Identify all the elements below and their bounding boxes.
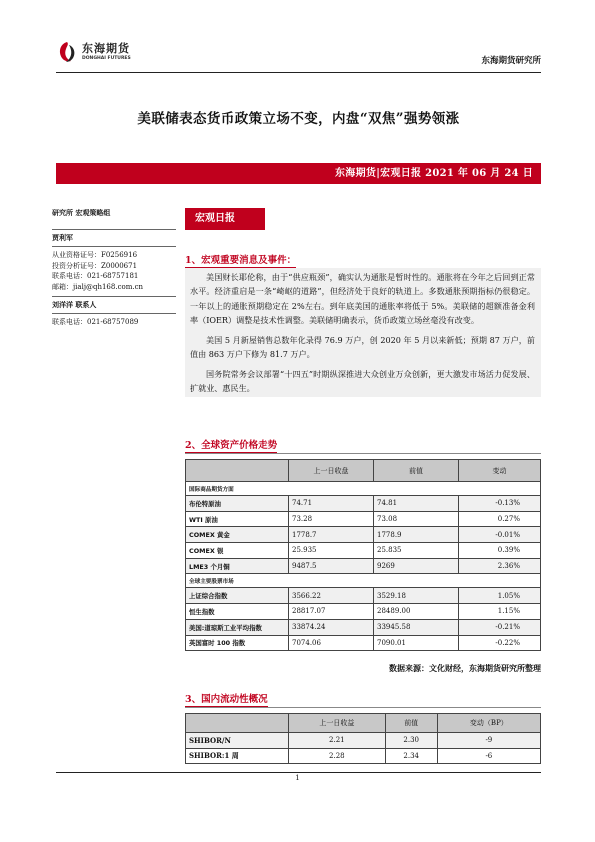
close-value: 33874.24 — [289, 619, 374, 635]
table-header-row — [186, 460, 541, 482]
prev-value: 1778.9 — [374, 527, 459, 543]
analyst-phone: 联系电话：021-68757181 — [52, 272, 139, 281]
analyst-cert-line: 从业资格证号：F0256916 — [52, 251, 138, 260]
sidebar-divider — [52, 313, 176, 314]
header-divider — [56, 72, 541, 73]
table-row — [186, 733, 541, 749]
change-value: -6 — [437, 748, 540, 764]
asset-name: 上证综合指数 — [186, 588, 289, 604]
change-value: -0.22% — [459, 635, 541, 651]
table-row — [186, 496, 541, 512]
close-value: 73.28 — [289, 511, 374, 527]
prev-value: 9269 — [374, 558, 459, 574]
analyst-email[interactable]: 邮箱：jialj@qh168.com.cn — [52, 282, 143, 291]
asset-name: COMEX 银 — [186, 543, 289, 559]
rate-name: SHIBOR:1 周 — [186, 748, 289, 764]
close-value: 9487.5 — [289, 558, 374, 574]
table-row — [186, 543, 541, 559]
news-paragraph: 国务院常务会议部署“十四五”时期纵深推进大众创业万众创新，更大激发市场活力促发展、扩就业、惠民生。 — [190, 368, 535, 394]
prev-value: 7090.01 — [374, 635, 459, 651]
close-value: 3566.22 — [289, 588, 374, 604]
change-value: -0.01% — [459, 527, 541, 543]
data-source-note: 数据来源：文化财经，东海期货研究所整理 — [389, 663, 541, 673]
change-value: -0.13% — [459, 496, 541, 512]
header-institute: 东海期货研究所 — [481, 56, 541, 66]
table-row — [186, 527, 541, 543]
change-value: 0.27% — [459, 511, 541, 527]
prev-value: 2.34 — [385, 748, 437, 764]
analyst-cert-line: 投资分析证号：Z0000671 — [52, 261, 138, 270]
asset-price-table — [185, 459, 541, 651]
prev-value: 2.30 — [385, 733, 437, 749]
asset-name: 英国富时 100 指数 — [186, 635, 289, 651]
table-header-row — [186, 714, 541, 733]
close-value: 2.21 — [289, 733, 386, 749]
table-row — [186, 588, 541, 604]
table-header-cell: 变动（BP） — [437, 714, 540, 733]
sidebar-divider — [52, 296, 176, 297]
sidebar-divider — [52, 246, 176, 247]
prev-value: 73.08 — [374, 511, 459, 527]
prev-value: 3529.18 — [374, 588, 459, 604]
change-value: 0.39% — [459, 543, 541, 559]
analyst-sidebar — [52, 208, 176, 328]
close-value: 74.71 — [289, 496, 374, 512]
logo-name-en: DONGHAI FUTURES — [82, 55, 131, 61]
close-value: 28817.07 — [289, 604, 374, 620]
asset-name: COMEX 黄金 — [186, 527, 289, 543]
table-row — [186, 511, 541, 527]
change-value: 2.36% — [459, 558, 541, 574]
liquidity-table — [185, 713, 541, 764]
close-value: 7074.06 — [289, 635, 374, 651]
category-label: 全球主要股票市场 — [186, 574, 541, 588]
close-value: 2.28 — [289, 748, 386, 764]
company-logo — [56, 40, 131, 64]
change-value: -0.21% — [459, 619, 541, 635]
section-heading-text: 2、全球资产价格走势 — [185, 440, 278, 451]
table-row — [186, 748, 541, 764]
news-paragraph: 美国 5 月新屋销售总数年化录得 76.9 万户，创 2020 年 5 月以来新低；预期 87 万户，前值由 863 万户下修为 81.7 万户。 — [190, 335, 535, 360]
news-block — [185, 268, 541, 397]
table-category-row — [186, 574, 541, 588]
change-value: -9 — [437, 733, 540, 749]
section-heading-liquidity — [185, 691, 268, 705]
table-header-cell — [186, 714, 289, 733]
page-number: 1 — [295, 774, 300, 782]
report-title: 美联储表态货币政策立场不变，内盘“双焦”强势领涨 — [137, 111, 460, 127]
table-header-cell: 前值 — [374, 460, 459, 482]
section-heading-text: 1、宏观重要消息及事件： — [185, 255, 297, 266]
table-header-cell: 上一日收益 — [289, 714, 386, 733]
news-paragraph: 美国财长耶伦称，由于“供应瓶颈”，确实认为通胀是暂时性的。通胀将在今年之后回到正常水平。经济重启是一条“崎岖的道路”，但经济处于良好的轨道上。多数通胀预期指标仍很稳定。一年以上的通胀预期稳定在 2%左右。到年底美国的通胀率将低于 5%。美联储的超额准备金利率（IOER）调整是技术性调整。美联储明确表示，货币政策立场丝毫没有改变。 — [190, 272, 535, 325]
prev-value: 28489.00 — [374, 604, 459, 620]
table-header-cell: 变动 — [459, 460, 541, 482]
section-heading-assets — [185, 437, 277, 451]
table-row — [186, 635, 541, 651]
change-value: 1.15% — [459, 604, 541, 620]
research-group: 研究所 宏观策略组 — [52, 208, 111, 217]
change-value: 1.05% — [459, 588, 541, 604]
section-heading-news — [185, 252, 296, 266]
asset-name: 美国:道琼斯工业平均指数 — [186, 619, 289, 635]
report-date-bar: 东海期货|宏观日报 2021 年 06 月 24 日 — [56, 163, 541, 184]
prev-value: 25.835 — [374, 543, 459, 559]
sidebar-divider — [52, 229, 176, 230]
asset-name: LME3 个月铜 — [186, 558, 289, 574]
donghai-logo-icon — [56, 40, 78, 64]
section-divider — [185, 453, 541, 454]
asset-name: WTI 原油 — [186, 511, 289, 527]
close-value: 25.935 — [289, 543, 374, 559]
logo-name-cn: 东海期货 — [82, 41, 130, 55]
table-row — [186, 604, 541, 620]
table-header-cell: 上一日收盘 — [289, 460, 374, 482]
prev-value: 74.81 — [374, 496, 459, 512]
section-divider — [185, 707, 541, 708]
table-row — [186, 619, 541, 635]
rate-name: SHIBOR/N — [186, 733, 289, 749]
prev-value: 33945.58 — [374, 619, 459, 635]
table-header-cell — [186, 460, 289, 482]
asset-name: 布伦特原油 — [186, 496, 289, 512]
section-tag: 宏观日报 — [185, 208, 265, 230]
contact-phone: 联系电话：021-68757089 — [52, 318, 139, 327]
contact-name: 刘洋洋 联系人 — [52, 299, 97, 309]
close-value: 1778.7 — [289, 527, 374, 543]
table-category-row — [186, 482, 541, 496]
footer-divider — [56, 772, 541, 773]
table-header-cell: 前值 — [385, 714, 437, 733]
asset-name: 恒生指数 — [186, 604, 289, 620]
section-heading-text: 3、国内流动性概况 — [185, 694, 268, 705]
table-row — [186, 558, 541, 574]
category-label: 国际商品期货方面 — [186, 482, 541, 496]
analyst-name: 贾利军 — [52, 232, 73, 242]
